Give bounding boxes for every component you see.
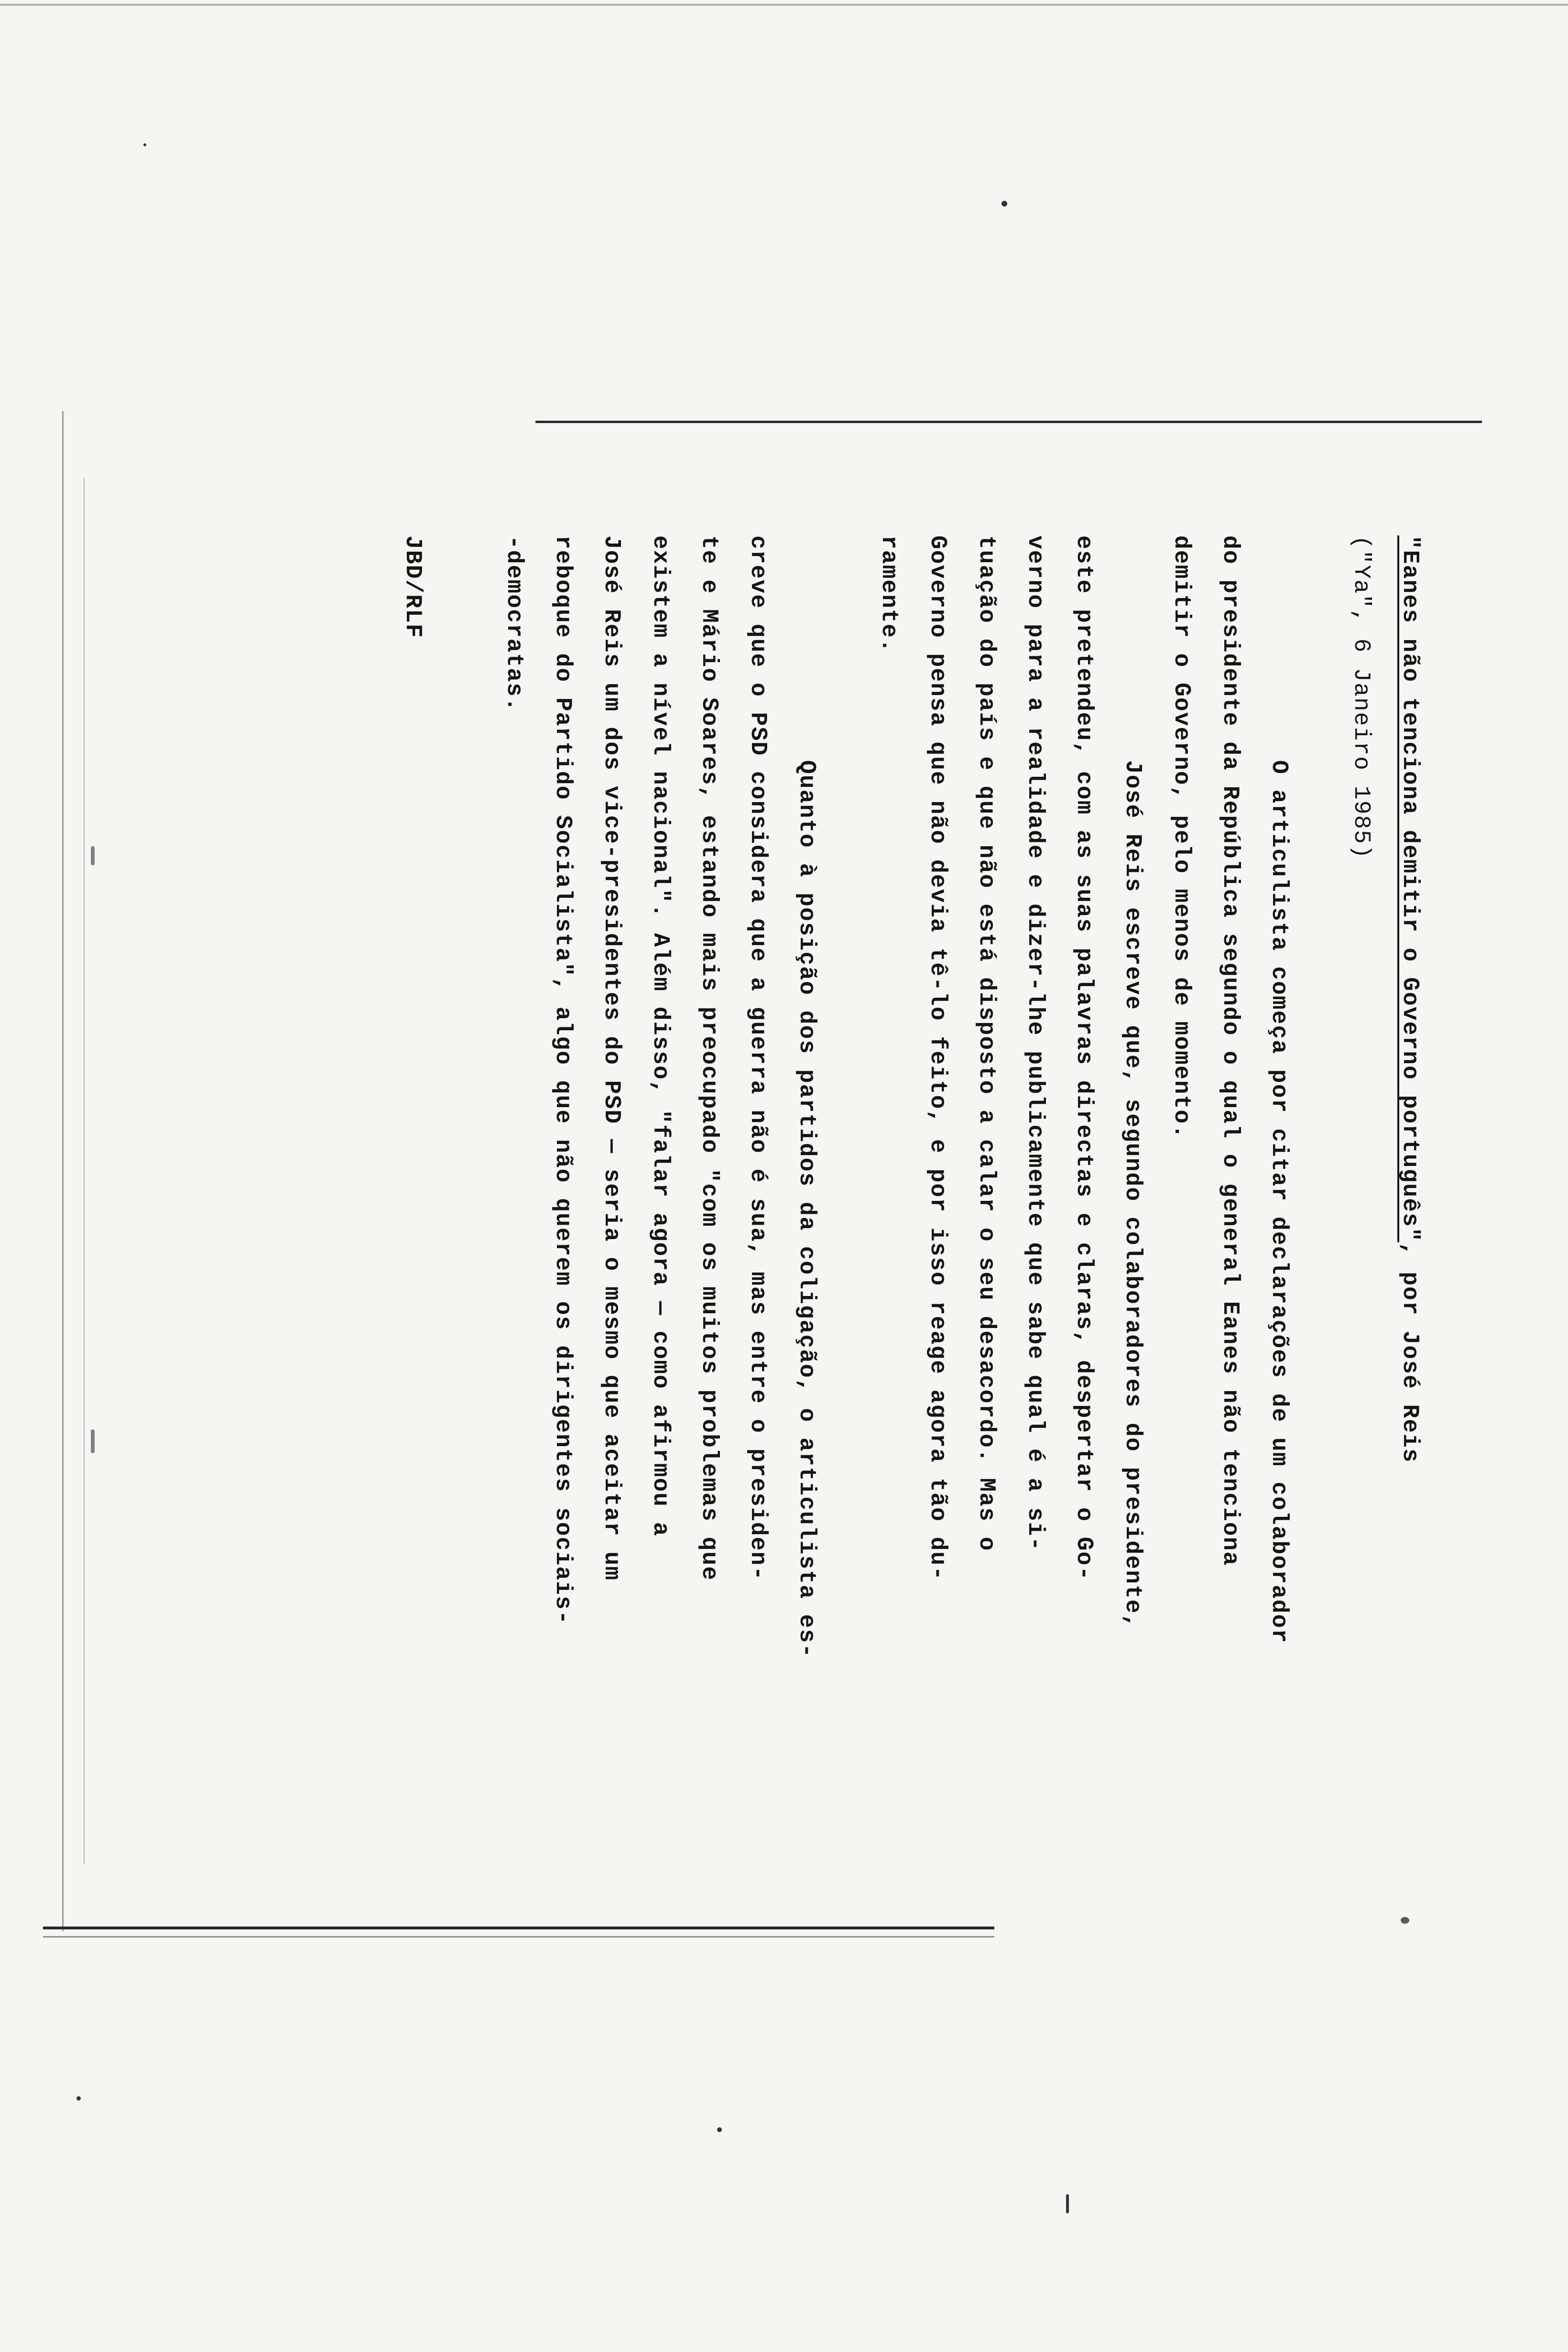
- paragraph-3-line: existem a nível nacional". Além disso, "falar agora — como afirmou a: [647, 535, 673, 1537]
- paragraph-3-line: José Reis um dos vice-presidentes do PSD — seria o mesmo que aceitar um: [599, 535, 624, 1581]
- spacer: [1303, 535, 1337, 2352]
- speck: [76, 2096, 81, 2101]
- frame-vertical-rule-2: [84, 478, 85, 1864]
- paragraph-1-line: demitir o Governo, pelo menos de momento.: [1168, 535, 1194, 1139]
- paragraph-1-line: do presidente da República segundo o qual o general Eanes não tenciona: [1217, 535, 1243, 1567]
- article-title: [1385, 535, 1434, 2352]
- speck: [91, 846, 95, 865]
- paragraph-3-line: Quanto à posição dos partidos da coligação, o articulista es-: [794, 760, 819, 1659]
- document-body: [388, 535, 1434, 2352]
- paragraph-3-line: creve que o PSD considera que a guerra não é sua, mas entre o presiden-: [745, 535, 771, 1581]
- paragraph-2-line: este pretendeu, com as suas palavras directas e claras, despertar o Go-: [1071, 535, 1097, 1581]
- scan-top-edge: [0, 4, 1568, 6]
- frame-vertical-rule: [62, 411, 64, 1931]
- article-title-author: , por José Reis: [1397, 1242, 1423, 1463]
- author-initials: JBD/RLF: [400, 535, 425, 639]
- paragraph-3-line: -democratas.: [501, 535, 527, 712]
- speck: [1002, 201, 1007, 207]
- article-title-underlined: "Eanes não tenciona demitir o Governo português": [1397, 535, 1423, 1242]
- paragraph-1-line: O articulista começa por citar declarações de um colaborador: [1266, 760, 1292, 1644]
- paragraph-2-line: Governo pensa que não devia tê-lo feito, e por isso reage agora tão du-: [925, 535, 950, 1581]
- speck: [143, 143, 146, 146]
- paragraph-2-line: José Reis escreve que, segundo colaboradores do presidente,: [1120, 760, 1145, 1629]
- paragraph-2-line: tuação do país e que não está disposto a calar o seu desacordo. Mas o: [973, 535, 999, 1552]
- frame-top-rule: [535, 421, 1482, 423]
- speck: [91, 1429, 95, 1453]
- paragraph-2-line: verno para a realidade e dizer-lhe publicamente que sabe qual é a si-: [1022, 535, 1048, 1552]
- paragraph-3-line: te e Mário Soares, estando mais preocupado "com os muitos problemas que: [696, 535, 722, 1581]
- spacer: [831, 535, 864, 2352]
- article-source: ("Ya", 6 Janeiro 1985): [1348, 535, 1374, 860]
- paragraph-2-line: ramente.: [876, 535, 902, 653]
- paragraph-3-line: reboque do Partido Socialista", algo que não querem os dirigentes sociais-: [550, 535, 576, 1625]
